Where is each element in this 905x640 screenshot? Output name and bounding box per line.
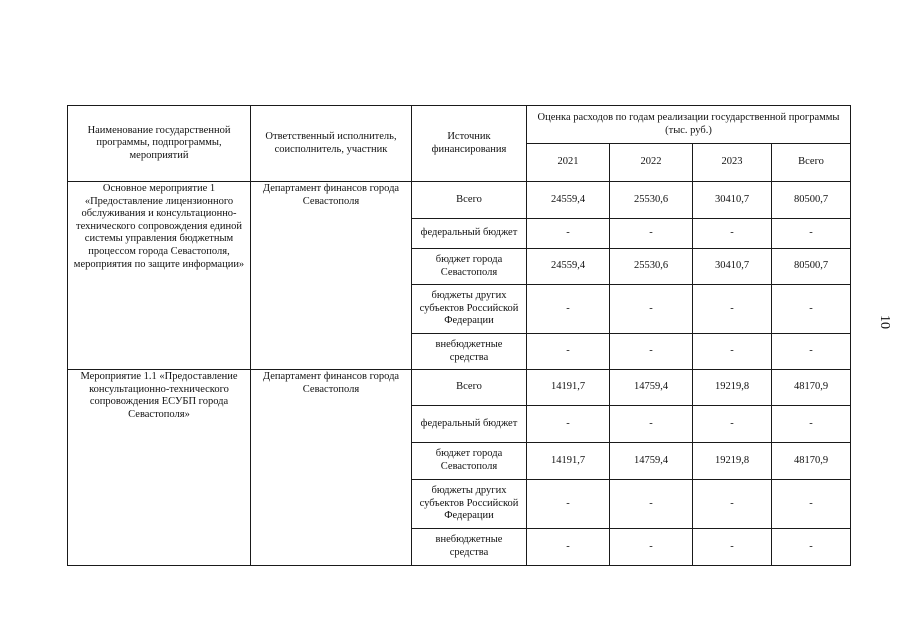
- value-cell: 14191,7: [527, 370, 610, 406]
- value-cell: -: [527, 480, 610, 529]
- value-cell: -: [610, 529, 693, 566]
- value-cell: 14759,4: [610, 443, 693, 480]
- value-cell: -: [772, 334, 851, 370]
- header-year: 2023: [693, 144, 772, 182]
- header-estimate: Оценка расходов по годам реализации государственной программы (тыс. руб.): [527, 106, 851, 144]
- value-cell: -: [527, 219, 610, 249]
- header-total: Всего: [772, 144, 851, 182]
- value-cell: 30410,7: [693, 182, 772, 219]
- funding-source: бюджет города Севастополя: [412, 443, 527, 480]
- value-cell: -: [693, 480, 772, 529]
- value-cell: -: [693, 285, 772, 334]
- page-number: 10: [877, 315, 892, 329]
- funding-source: федеральный бюджет: [412, 219, 527, 249]
- table-header-row: [68, 106, 851, 144]
- funding-source: бюджеты других субъектов Российской Федерации: [412, 480, 527, 529]
- table-row: [68, 182, 851, 219]
- value-cell: -: [693, 406, 772, 443]
- funding-source: Всего: [412, 182, 527, 219]
- funding-source: внебюджетные средства: [412, 529, 527, 566]
- header-year: 2022: [610, 144, 693, 182]
- funding-source: федеральный бюджет: [412, 406, 527, 443]
- value-cell: 14191,7: [527, 443, 610, 480]
- value-cell: -: [610, 334, 693, 370]
- value-cell: 14759,4: [610, 370, 693, 406]
- value-cell: -: [527, 334, 610, 370]
- value-cell: -: [610, 480, 693, 529]
- value-cell: -: [610, 285, 693, 334]
- funding-source: внебюджетные средства: [412, 334, 527, 370]
- value-cell: -: [693, 529, 772, 566]
- table-row: [68, 370, 851, 406]
- value-cell: -: [772, 480, 851, 529]
- value-cell: 24559,4: [527, 182, 610, 219]
- value-cell: 80500,7: [772, 182, 851, 219]
- event-name: Основное мероприятие 1 «Предоставление лицензионного обслуживания и консультационно-технического сопровождения единой системы управления бюджетным процессом города Севастополя, мероприятия по защите информации»: [68, 182, 251, 370]
- value-cell: -: [772, 529, 851, 566]
- header-source: Источник финансирования: [412, 106, 527, 182]
- responsible-executor: Департамент финансов города Севастополя: [251, 370, 412, 566]
- value-cell: -: [772, 285, 851, 334]
- value-cell: -: [610, 219, 693, 249]
- value-cell: 25530,6: [610, 182, 693, 219]
- funding-source: Всего: [412, 370, 527, 406]
- header-year: 2021: [527, 144, 610, 182]
- value-cell: -: [693, 219, 772, 249]
- value-cell: -: [693, 334, 772, 370]
- value-cell: -: [527, 529, 610, 566]
- header-name: Наименование государственной программы, подпрограммы, мероприятий: [68, 106, 251, 182]
- value-cell: 48170,9: [772, 370, 851, 406]
- value-cell: 19219,8: [693, 443, 772, 480]
- value-cell: -: [527, 406, 610, 443]
- responsible-executor: Департамент финансов города Севастополя: [251, 182, 412, 370]
- value-cell: -: [772, 406, 851, 443]
- value-cell: 48170,9: [772, 443, 851, 480]
- value-cell: 24559,4: [527, 249, 610, 285]
- value-cell: 19219,8: [693, 370, 772, 406]
- value-cell: -: [772, 219, 851, 249]
- funding-source: бюджет города Севастополя: [412, 249, 527, 285]
- value-cell: 25530,6: [610, 249, 693, 285]
- header-responsible: Ответственный исполнитель, соисполнитель, участник: [251, 106, 412, 182]
- budget-table: [67, 105, 851, 566]
- funding-source: бюджеты других субъектов Российской Федерации: [412, 285, 527, 334]
- value-cell: 80500,7: [772, 249, 851, 285]
- value-cell: -: [527, 285, 610, 334]
- value-cell: 30410,7: [693, 249, 772, 285]
- event-name: Мероприятие 1.1 «Предоставление консультационно-технического сопровождения ЕСУБП города Севастополя»: [68, 370, 251, 566]
- value-cell: -: [610, 406, 693, 443]
